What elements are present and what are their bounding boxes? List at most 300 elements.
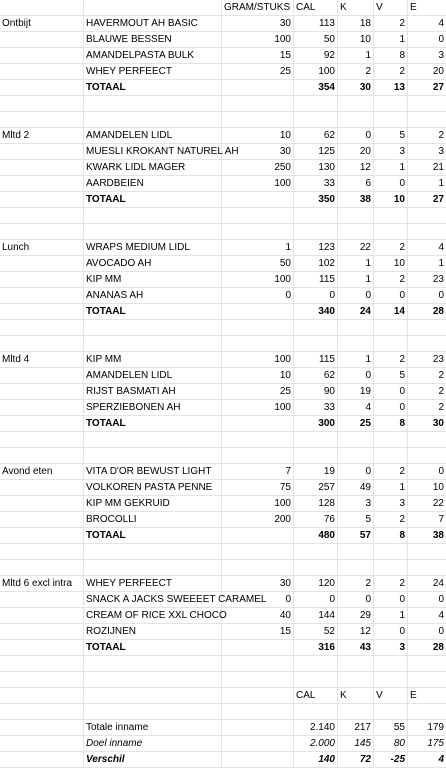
- total-k[interactable]: 43: [338, 640, 374, 656]
- total-cal[interactable]: 354: [294, 80, 338, 96]
- food-e[interactable]: 0: [408, 592, 446, 608]
- food-cal[interactable]: 128: [294, 496, 338, 512]
- empty-cell[interactable]: [84, 448, 222, 464]
- empty-cell[interactable]: [374, 432, 408, 448]
- empty-cell[interactable]: [84, 432, 222, 448]
- empty-cell[interactable]: [294, 208, 338, 224]
- empty-cell[interactable]: [0, 224, 84, 240]
- food-cal[interactable]: 113: [294, 16, 338, 32]
- food-qty[interactable]: 200: [222, 512, 294, 528]
- empty-cell[interactable]: [0, 96, 84, 112]
- cell[interactable]: [0, 256, 84, 272]
- total-cal[interactable]: 350: [294, 192, 338, 208]
- food-e[interactable]: 2: [408, 368, 446, 384]
- empty-cell[interactable]: [294, 656, 338, 672]
- food-v[interactable]: 8: [374, 48, 408, 64]
- empty-cell[interactable]: [374, 96, 408, 112]
- empty-cell[interactable]: [84, 560, 222, 576]
- food-cal[interactable]: 100: [294, 64, 338, 80]
- food-qty[interactable]: 40: [222, 608, 294, 624]
- food-cal[interactable]: 19: [294, 464, 338, 480]
- empty-cell[interactable]: [294, 432, 338, 448]
- empty-cell[interactable]: [408, 336, 446, 352]
- total-e[interactable]: 27: [408, 80, 446, 96]
- food-e[interactable]: 3: [408, 144, 446, 160]
- food-name[interactable]: AMANDELEN LIDL: [84, 128, 222, 144]
- summary-v[interactable]: 55: [374, 720, 408, 736]
- empty-cell[interactable]: [84, 336, 222, 352]
- food-k[interactable]: 5: [338, 512, 374, 528]
- food-k[interactable]: 0: [338, 592, 374, 608]
- food-k[interactable]: 19: [338, 384, 374, 400]
- cell[interactable]: [0, 512, 84, 528]
- total-cal[interactable]: 316: [294, 640, 338, 656]
- food-qty[interactable]: 25: [222, 64, 294, 80]
- cell[interactable]: [0, 32, 84, 48]
- cell[interactable]: [0, 688, 84, 704]
- food-name[interactable]: CREAM OF RICE XXL CHOCO: [84, 608, 222, 624]
- food-k[interactable]: 1: [338, 272, 374, 288]
- empty-cell[interactable]: [338, 448, 374, 464]
- cell[interactable]: [84, 688, 222, 704]
- total-k[interactable]: 24: [338, 304, 374, 320]
- meal-name[interactable]: Ontbijt: [0, 16, 84, 32]
- empty-cell[interactable]: [294, 336, 338, 352]
- food-cal[interactable]: 257: [294, 480, 338, 496]
- food-e[interactable]: 2: [408, 384, 446, 400]
- food-k[interactable]: 4: [338, 400, 374, 416]
- summary-label[interactable]: Totale inname: [84, 720, 222, 736]
- summary-e[interactable]: 4: [408, 752, 446, 768]
- cell[interactable]: [0, 496, 84, 512]
- total-label[interactable]: TOTAAL: [84, 80, 222, 96]
- header-k[interactable]: K: [338, 0, 374, 16]
- total-k[interactable]: 57: [338, 528, 374, 544]
- empty-cell[interactable]: [294, 544, 338, 560]
- food-e[interactable]: 3: [408, 48, 446, 64]
- food-qty[interactable]: 1: [222, 240, 294, 256]
- empty-cell[interactable]: [222, 336, 294, 352]
- cell[interactable]: [0, 64, 84, 80]
- summary-v[interactable]: 80: [374, 736, 408, 752]
- summary-header-e[interactable]: E: [408, 688, 446, 704]
- summary-k[interactable]: 72: [338, 752, 374, 768]
- food-cal[interactable]: 33: [294, 176, 338, 192]
- food-name[interactable]: AARDBEIEN: [84, 176, 222, 192]
- empty-cell[interactable]: [408, 656, 446, 672]
- food-cal[interactable]: 90: [294, 384, 338, 400]
- meal-name[interactable]: Mltd 2: [0, 128, 84, 144]
- food-v[interactable]: 0: [374, 624, 408, 640]
- cell[interactable]: [222, 736, 294, 752]
- empty-cell[interactable]: [294, 704, 338, 720]
- cell[interactable]: [0, 272, 84, 288]
- food-name[interactable]: AVOCADO AH: [84, 256, 222, 272]
- cell[interactable]: [222, 688, 294, 704]
- cell[interactable]: [0, 608, 84, 624]
- empty-cell[interactable]: [408, 208, 446, 224]
- cell[interactable]: [222, 304, 294, 320]
- total-label[interactable]: TOTAAL: [84, 192, 222, 208]
- food-name[interactable]: VOLKOREN PASTA PENNE: [84, 480, 222, 496]
- empty-cell[interactable]: [408, 672, 446, 688]
- food-k[interactable]: 0: [338, 368, 374, 384]
- empty-cell[interactable]: [374, 544, 408, 560]
- total-cal[interactable]: 480: [294, 528, 338, 544]
- food-cal[interactable]: 52: [294, 624, 338, 640]
- food-cal[interactable]: 62: [294, 368, 338, 384]
- food-e[interactable]: 21: [408, 160, 446, 176]
- food-v[interactable]: 0: [374, 384, 408, 400]
- header-cal[interactable]: CAL: [294, 0, 338, 16]
- food-k[interactable]: 1: [338, 48, 374, 64]
- food-k[interactable]: 18: [338, 16, 374, 32]
- total-k[interactable]: 38: [338, 192, 374, 208]
- cell[interactable]: [0, 288, 84, 304]
- cell[interactable]: [0, 624, 84, 640]
- empty-cell[interactable]: [0, 656, 84, 672]
- total-v[interactable]: 8: [374, 416, 408, 432]
- food-qty[interactable]: 100: [222, 32, 294, 48]
- cell[interactable]: [0, 736, 84, 752]
- summary-v[interactable]: -25: [374, 752, 408, 768]
- food-k[interactable]: 10: [338, 32, 374, 48]
- food-qty[interactable]: 50: [222, 256, 294, 272]
- total-v[interactable]: 3: [374, 640, 408, 656]
- food-name[interactable]: AMANDELPASTA BULK: [84, 48, 222, 64]
- empty-cell[interactable]: [84, 704, 222, 720]
- empty-cell[interactable]: [374, 112, 408, 128]
- total-v[interactable]: 14: [374, 304, 408, 320]
- empty-cell[interactable]: [294, 112, 338, 128]
- empty-cell[interactable]: [374, 704, 408, 720]
- food-cal[interactable]: 125: [294, 144, 338, 160]
- cell[interactable]: [0, 416, 84, 432]
- food-name[interactable]: SNACK A JACKS SWEEEET CARAMEL: [84, 592, 222, 608]
- food-e[interactable]: 0: [408, 464, 446, 480]
- food-cal[interactable]: 120: [294, 576, 338, 592]
- food-v[interactable]: 0: [374, 400, 408, 416]
- total-v[interactable]: 13: [374, 80, 408, 96]
- food-e[interactable]: 2: [408, 128, 446, 144]
- empty-cell[interactable]: [222, 672, 294, 688]
- total-cal[interactable]: 300: [294, 416, 338, 432]
- food-e[interactable]: 22: [408, 496, 446, 512]
- empty-cell[interactable]: [338, 432, 374, 448]
- meal-name[interactable]: Mltd 6 excl intra: [0, 576, 84, 592]
- total-e[interactable]: 28: [408, 304, 446, 320]
- empty-cell[interactable]: [0, 560, 84, 576]
- cell[interactable]: [0, 640, 84, 656]
- food-k[interactable]: 0: [338, 128, 374, 144]
- header-cell-b[interactable]: [84, 0, 222, 16]
- food-qty[interactable]: 100: [222, 400, 294, 416]
- food-cal[interactable]: 0: [294, 288, 338, 304]
- food-k[interactable]: 3: [338, 496, 374, 512]
- food-qty[interactable]: 250: [222, 160, 294, 176]
- empty-cell[interactable]: [338, 112, 374, 128]
- total-label[interactable]: TOTAAL: [84, 640, 222, 656]
- food-e[interactable]: 4: [408, 16, 446, 32]
- food-name[interactable]: SPERZIEBONEN AH: [84, 400, 222, 416]
- food-k[interactable]: 12: [338, 160, 374, 176]
- empty-cell[interactable]: [0, 544, 84, 560]
- food-e[interactable]: 4: [408, 240, 446, 256]
- empty-cell[interactable]: [408, 448, 446, 464]
- food-v[interactable]: 2: [374, 16, 408, 32]
- food-cal[interactable]: 62: [294, 128, 338, 144]
- food-qty[interactable]: 7: [222, 464, 294, 480]
- food-v[interactable]: 1: [374, 608, 408, 624]
- food-cal[interactable]: 144: [294, 608, 338, 624]
- summary-cal[interactable]: 140: [294, 752, 338, 768]
- meal-name[interactable]: Avond eten: [0, 464, 84, 480]
- empty-cell[interactable]: [338, 656, 374, 672]
- food-v[interactable]: 0: [374, 288, 408, 304]
- food-v[interactable]: 3: [374, 496, 408, 512]
- food-cal[interactable]: 92: [294, 48, 338, 64]
- summary-cal[interactable]: 2.000: [294, 736, 338, 752]
- food-e[interactable]: 4: [408, 608, 446, 624]
- empty-cell[interactable]: [0, 448, 84, 464]
- cell[interactable]: [0, 384, 84, 400]
- empty-cell[interactable]: [408, 704, 446, 720]
- food-cal[interactable]: 115: [294, 272, 338, 288]
- food-k[interactable]: 6: [338, 176, 374, 192]
- empty-cell[interactable]: [222, 224, 294, 240]
- cell[interactable]: [0, 480, 84, 496]
- food-cal[interactable]: 0: [294, 592, 338, 608]
- empty-cell[interactable]: [84, 672, 222, 688]
- food-v[interactable]: 2: [374, 352, 408, 368]
- food-qty[interactable]: 30: [222, 16, 294, 32]
- empty-cell[interactable]: [408, 96, 446, 112]
- food-k[interactable]: 2: [338, 64, 374, 80]
- food-name[interactable]: VITA D'OR BEWUST LIGHT: [84, 464, 222, 480]
- empty-cell[interactable]: [222, 432, 294, 448]
- food-name[interactable]: ANANAS AH: [84, 288, 222, 304]
- total-e[interactable]: 30: [408, 416, 446, 432]
- food-name[interactable]: RIJST BASMATI AH: [84, 384, 222, 400]
- cell[interactable]: [0, 192, 84, 208]
- food-cal[interactable]: 102: [294, 256, 338, 272]
- total-e[interactable]: 27: [408, 192, 446, 208]
- empty-cell[interactable]: [294, 320, 338, 336]
- food-k[interactable]: 1: [338, 256, 374, 272]
- food-qty[interactable]: 0: [222, 592, 294, 608]
- food-k[interactable]: 20: [338, 144, 374, 160]
- total-cal[interactable]: 340: [294, 304, 338, 320]
- food-cal[interactable]: 130: [294, 160, 338, 176]
- summary-k[interactable]: 145: [338, 736, 374, 752]
- food-e[interactable]: 24: [408, 576, 446, 592]
- food-v[interactable]: 10: [374, 256, 408, 272]
- summary-e[interactable]: 179: [408, 720, 446, 736]
- food-k[interactable]: 1: [338, 352, 374, 368]
- empty-cell[interactable]: [84, 544, 222, 560]
- food-name[interactable]: KIP MM: [84, 352, 222, 368]
- cell[interactable]: [222, 640, 294, 656]
- food-v[interactable]: 2: [374, 272, 408, 288]
- food-e[interactable]: 1: [408, 256, 446, 272]
- food-e[interactable]: 23: [408, 352, 446, 368]
- food-v[interactable]: 1: [374, 480, 408, 496]
- header-v[interactable]: V: [374, 0, 408, 16]
- cell[interactable]: [222, 528, 294, 544]
- food-e[interactable]: 7: [408, 512, 446, 528]
- food-e[interactable]: 0: [408, 624, 446, 640]
- total-label[interactable]: TOTAAL: [84, 416, 222, 432]
- summary-header-k[interactable]: K: [338, 688, 374, 704]
- empty-cell[interactable]: [0, 320, 84, 336]
- food-e[interactable]: 0: [408, 32, 446, 48]
- food-name[interactable]: KIP MM GEKRUID: [84, 496, 222, 512]
- food-qty[interactable]: 100: [222, 176, 294, 192]
- food-k[interactable]: 0: [338, 464, 374, 480]
- empty-cell[interactable]: [374, 224, 408, 240]
- food-e[interactable]: 10: [408, 480, 446, 496]
- cell[interactable]: [0, 752, 84, 768]
- empty-cell[interactable]: [222, 448, 294, 464]
- empty-cell[interactable]: [222, 208, 294, 224]
- empty-cell[interactable]: [338, 224, 374, 240]
- empty-cell[interactable]: [294, 560, 338, 576]
- empty-cell[interactable]: [294, 224, 338, 240]
- cell[interactable]: [0, 304, 84, 320]
- empty-cell[interactable]: [374, 560, 408, 576]
- food-v[interactable]: 0: [374, 592, 408, 608]
- food-name[interactable]: ROZIJNEN: [84, 624, 222, 640]
- empty-cell[interactable]: [294, 672, 338, 688]
- empty-cell[interactable]: [84, 656, 222, 672]
- food-qty[interactable]: 25: [222, 384, 294, 400]
- cell[interactable]: [222, 192, 294, 208]
- cell[interactable]: [0, 80, 84, 96]
- summary-header-cal[interactable]: CAL: [294, 688, 338, 704]
- empty-cell[interactable]: [0, 208, 84, 224]
- meal-name[interactable]: Lunch: [0, 240, 84, 256]
- cell[interactable]: [0, 400, 84, 416]
- cell[interactable]: [0, 144, 84, 160]
- empty-cell[interactable]: [0, 672, 84, 688]
- empty-cell[interactable]: [338, 560, 374, 576]
- empty-cell[interactable]: [222, 320, 294, 336]
- cell[interactable]: [222, 752, 294, 768]
- food-v[interactable]: 2: [374, 576, 408, 592]
- empty-cell[interactable]: [374, 672, 408, 688]
- empty-cell[interactable]: [374, 656, 408, 672]
- empty-cell[interactable]: [338, 96, 374, 112]
- empty-cell[interactable]: [222, 560, 294, 576]
- food-name[interactable]: BLAUWE BESSEN: [84, 32, 222, 48]
- food-name[interactable]: BROCOLLI: [84, 512, 222, 528]
- empty-cell[interactable]: [222, 656, 294, 672]
- cell[interactable]: [0, 720, 84, 736]
- summary-header-v[interactable]: V: [374, 688, 408, 704]
- empty-cell[interactable]: [408, 320, 446, 336]
- food-name[interactable]: HAVERMOUT AH BASIC: [84, 16, 222, 32]
- cell[interactable]: [222, 416, 294, 432]
- food-qty[interactable]: 10: [222, 368, 294, 384]
- food-qty[interactable]: 75: [222, 480, 294, 496]
- empty-cell[interactable]: [84, 320, 222, 336]
- empty-cell[interactable]: [84, 224, 222, 240]
- food-cal[interactable]: 115: [294, 352, 338, 368]
- food-k[interactable]: 12: [338, 624, 374, 640]
- empty-cell[interactable]: [338, 208, 374, 224]
- empty-cell[interactable]: [338, 704, 374, 720]
- food-e[interactable]: 20: [408, 64, 446, 80]
- cell[interactable]: [0, 48, 84, 64]
- empty-cell[interactable]: [84, 112, 222, 128]
- empty-cell[interactable]: [338, 320, 374, 336]
- food-cal[interactable]: 50: [294, 32, 338, 48]
- empty-cell[interactable]: [408, 224, 446, 240]
- header-e[interactable]: E: [408, 0, 446, 16]
- cell[interactable]: [0, 176, 84, 192]
- food-v[interactable]: 2: [374, 240, 408, 256]
- food-name[interactable]: AMANDELEN LIDL: [84, 368, 222, 384]
- empty-cell[interactable]: [408, 544, 446, 560]
- empty-cell[interactable]: [0, 432, 84, 448]
- meal-name[interactable]: Mltd 4: [0, 352, 84, 368]
- food-name[interactable]: KIP MM: [84, 272, 222, 288]
- cell[interactable]: [0, 160, 84, 176]
- empty-cell[interactable]: [0, 336, 84, 352]
- food-name[interactable]: WHEY PERFEECT: [84, 64, 222, 80]
- food-v[interactable]: 2: [374, 64, 408, 80]
- summary-k[interactable]: 217: [338, 720, 374, 736]
- food-v[interactable]: 1: [374, 160, 408, 176]
- cell[interactable]: [0, 368, 84, 384]
- total-label[interactable]: TOTAAL: [84, 528, 222, 544]
- total-e[interactable]: 38: [408, 528, 446, 544]
- food-qty[interactable]: 30: [222, 576, 294, 592]
- empty-cell[interactable]: [222, 704, 294, 720]
- empty-cell[interactable]: [408, 560, 446, 576]
- empty-cell[interactable]: [374, 336, 408, 352]
- food-name[interactable]: WRAPS MEDIUM LIDL: [84, 240, 222, 256]
- food-qty[interactable]: 10: [222, 128, 294, 144]
- total-label[interactable]: TOTAAL: [84, 304, 222, 320]
- total-k[interactable]: 30: [338, 80, 374, 96]
- empty-cell[interactable]: [84, 96, 222, 112]
- empty-cell[interactable]: [374, 448, 408, 464]
- empty-cell[interactable]: [222, 544, 294, 560]
- empty-cell[interactable]: [408, 112, 446, 128]
- food-e[interactable]: 23: [408, 272, 446, 288]
- food-v[interactable]: 1: [374, 32, 408, 48]
- food-k[interactable]: 0: [338, 288, 374, 304]
- food-e[interactable]: 2: [408, 400, 446, 416]
- food-v[interactable]: 5: [374, 128, 408, 144]
- total-e[interactable]: 28: [408, 640, 446, 656]
- empty-cell[interactable]: [294, 448, 338, 464]
- food-name[interactable]: KWARK LIDL MAGER: [84, 160, 222, 176]
- summary-label[interactable]: Doel inname: [84, 736, 222, 752]
- empty-cell[interactable]: [338, 336, 374, 352]
- empty-cell[interactable]: [338, 672, 374, 688]
- header-cell-a[interactable]: [0, 0, 84, 16]
- cell[interactable]: [0, 528, 84, 544]
- empty-cell[interactable]: [222, 96, 294, 112]
- summary-cal[interactable]: 2.140: [294, 720, 338, 736]
- summary-e[interactable]: 175: [408, 736, 446, 752]
- food-name[interactable]: MUESLI KROKANT NATUREL AH: [84, 144, 222, 160]
- empty-cell[interactable]: [408, 432, 446, 448]
- food-v[interactable]: 3: [374, 144, 408, 160]
- food-v[interactable]: 2: [374, 512, 408, 528]
